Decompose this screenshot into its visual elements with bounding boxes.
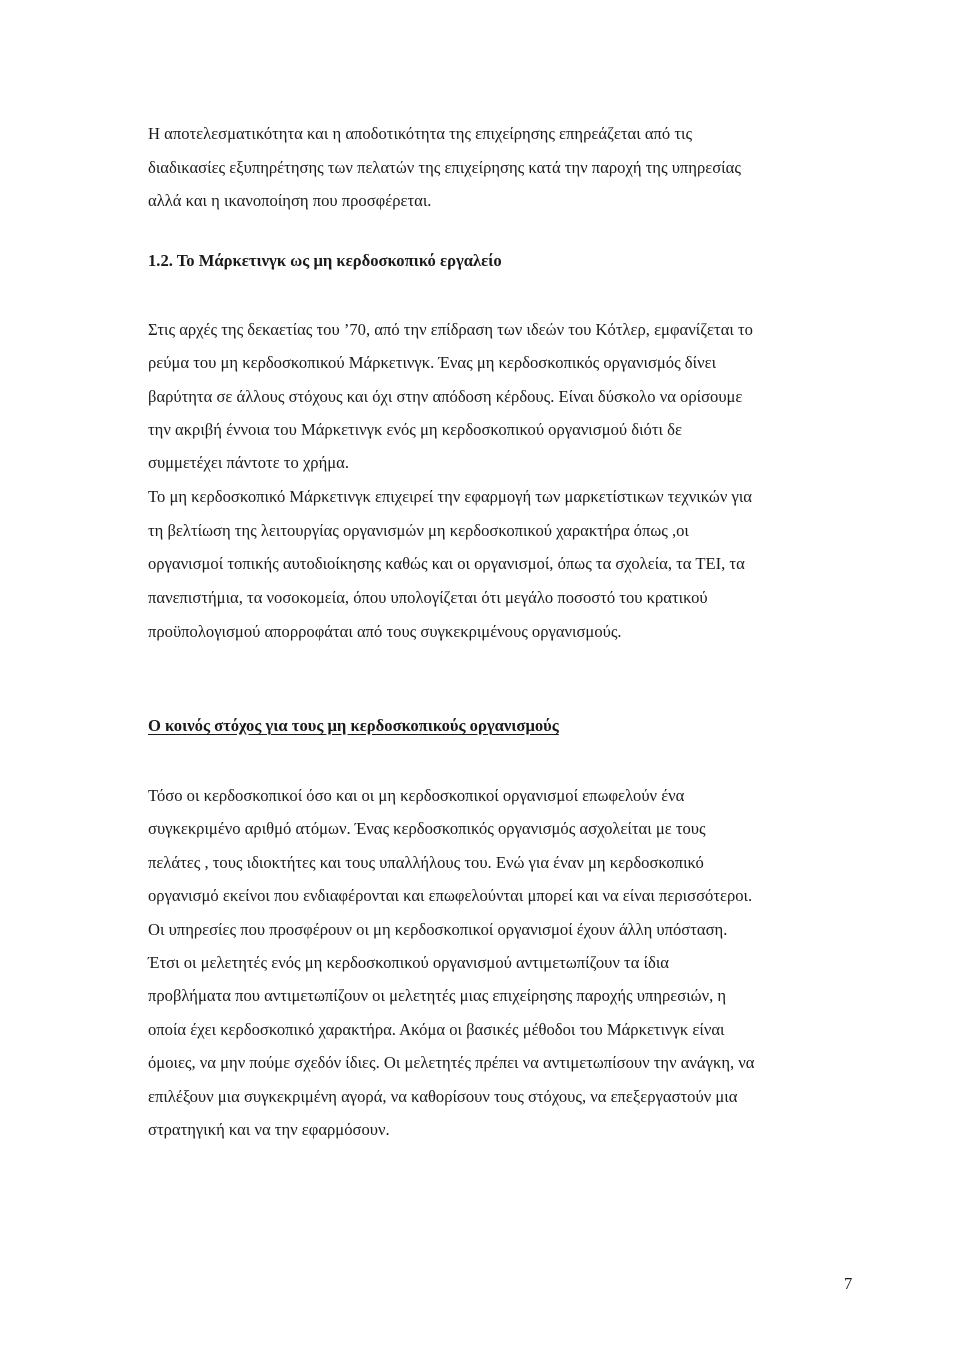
text-line: οργανισμό εκείνοι που ενδιαφέρονται και επωφελούνται μπορεί και να είναι περισσότεροι.: [148, 886, 753, 906]
text-line: πανεπιστήμια, τα νοσοκομεία, όπου υπολογίζεται ότι μεγάλο ποσοστό του κρατικού: [148, 588, 708, 608]
paragraph-effectiveness: [148, 117, 868, 218]
text-line: Οι υπηρεσίες που προσφέρουν οι μη κερδοσκοπικοί οργανισμοί έχουν άλλη υπόσταση.: [148, 919, 728, 939]
text-line: Έτσι οι μελετητές ενός μη κερδοσκοπικού οργανισμού αντιμετωπίζουν τα ίδια: [148, 953, 669, 973]
text-line: στρατηγική και να την εφαρμόσουν.: [148, 1120, 390, 1140]
text-line: όμοιες, να μην πούμε σχεδόν ίδιες. Οι μελετητές πρέπει να αντιμετωπίσουν την ανάγκη, να: [148, 1053, 755, 1073]
text-line: Στις αρχές της δεκαετίας του ’70, από την επίδραση των ιδεών του Κότλερ, εμφανίζεται το: [148, 320, 753, 339]
paragraph-common-goal: [148, 779, 868, 1146]
page-number: 7: [844, 1274, 853, 1293]
text-line: επιλέξουν μια συγκεκριμένη αγορά, να καθορίσουν τους στόχους, να επεξεργαστούν μια: [148, 1086, 738, 1106]
section-heading-1-2: 1.2. Το Μάρκετινγκ ως μη κερδοσκοπικό εργαλείο: [148, 251, 502, 270]
text-line: Το μη κερδοσκοπικό Μάρκετινγκ επιχειρεί την εφαρμογή των μαρκετίστικων τεχνικών για: [148, 487, 752, 506]
paragraph-nonprofit-history: [148, 313, 868, 479]
text-line: την ακριβή έννοια του Μάρκετινγκ ενός μη κερδοσκοπικού οργανισμού διότι δε: [148, 419, 682, 439]
text-line: Τόσο οι κερδοσκοπικοί όσο και οι μη κερδοσκοπικοί οργανισμοί επωφελούν ένα: [148, 786, 685, 805]
text-line: οργανισμοί τοπικής αυτοδιοίκησης καθώς και οι οργανισμοί, όπως τα σχολεία, τα ΤΕΙ, τα: [148, 554, 745, 574]
text-line: τη βελτίωση της λειτουργίας οργανισμών μη κερδοσκοπικού χαρακτήρα όπως ,οι: [148, 520, 689, 540]
text-line: οποία έχει κερδοσκοπικό χαρακτήρα. Ακόμα οι βασικές μέθοδοι του Μάρκετινγκ είναι: [148, 1019, 725, 1039]
paragraph-nonprofit-application: [148, 480, 868, 649]
text-line: αλλά και η ικανοποίηση που προσφέρεται.: [148, 191, 432, 210]
section-heading-common-goal: Ο κοινός στόχος για τους μη κερδοσκοπικούς οργανισμούς: [148, 716, 559, 735]
text-line: προβλήματα που αντιμετωπίζουν οι μελετητές μιας επιχείρησης παροχής υπηρεσιών, η: [148, 986, 727, 1006]
text-line: διαδικασίες εξυπηρέτησης των πελατών της επιχείρησης κατά την παροχή της υπηρεσίας: [148, 157, 741, 177]
text-line: συγκεκριμένο αριθμό ατόμων. Ένας κερδοσκοπικός οργανισμός ασχολείται με τους: [148, 819, 706, 839]
text-line: βαρύτητα σε άλλους στόχους και όχι στην απόδοση κέρδους. Είναι δύσκολο να ορίσουμε: [148, 386, 743, 406]
text-line: ρεύμα του μη κερδοσκοπικού Μάρκετινγκ. Ένας μη κερδοσκοπικός οργανισμός δίνει: [148, 353, 717, 373]
text-line: συμμετέχει πάντοτε το χρήμα.: [148, 453, 350, 473]
text-line: Η αποτελεσματικότητα και η αποδοτικότητα της επιχείρησης επηρεάζεται από τις: [148, 124, 693, 143]
text-line: πελάτες , τους ιδιοκτήτες και τους υπαλλήλους του. Ενώ για έναν μη κερδοσκοπικό: [148, 852, 704, 872]
text-line: προϋπολογισμού απορροφάται από τους συγκεκριμένους οργανισμούς.: [148, 621, 622, 641]
